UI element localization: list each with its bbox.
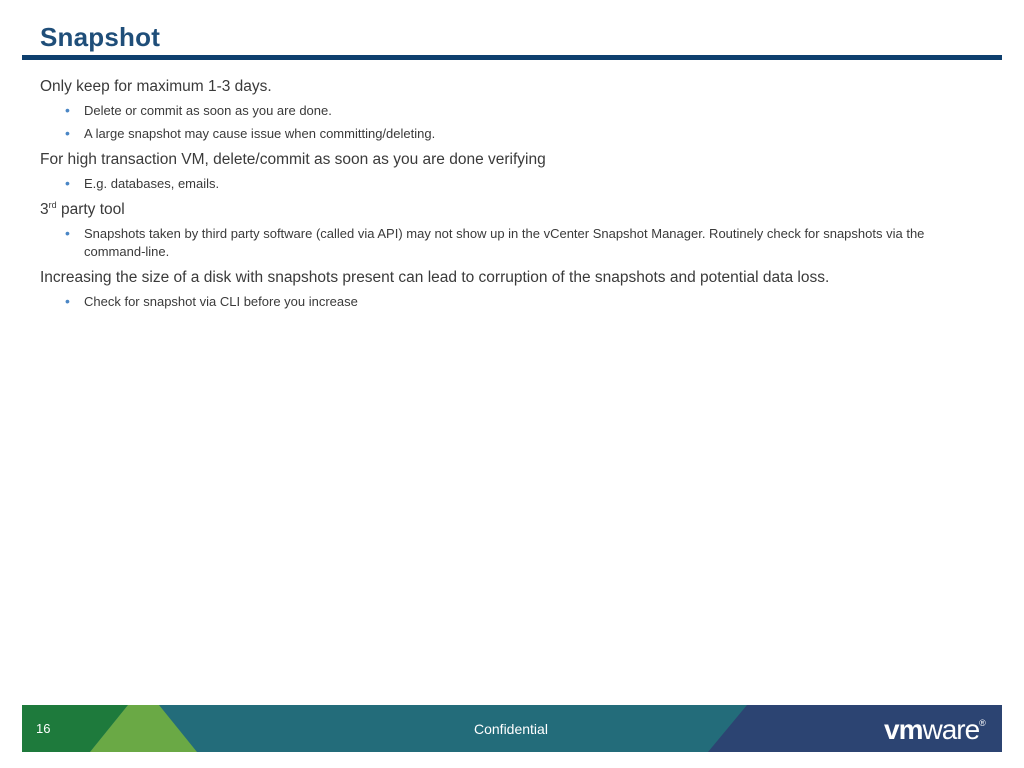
bullet-icon: • — [65, 175, 70, 191]
list-item: • Check for snapshot via CLI before you increase — [65, 293, 358, 309]
section-disk-size — [40, 267, 970, 311]
bullet-icon: • — [65, 125, 70, 141]
bullet-list — [40, 102, 970, 143]
section-heading: 3rd party tool — [40, 199, 125, 218]
section-heading: For high transaction VM, delete/commit as soon as you are done verifying — [40, 151, 546, 168]
bullet-icon: • — [65, 102, 70, 118]
bullet-list — [40, 293, 970, 311]
bullet-icon: • — [65, 225, 70, 241]
section-retention — [40, 76, 970, 143]
section-third-party — [40, 199, 970, 261]
vmware-logo: vmware® — [884, 714, 985, 745]
list-item: • Snapshots taken by third party software (called via API) may not show up in the vCenter Snapshot Manager. Routinely check for snapshots via the command-line. — [65, 225, 925, 259]
bullet-list — [40, 225, 970, 261]
section-high-transaction — [40, 149, 970, 193]
page-number: 16 — [36, 721, 51, 736]
bullet-list — [40, 175, 970, 193]
section-heading: Only keep for maximum 1-3 days. — [40, 78, 272, 95]
title-divider — [22, 55, 1002, 60]
list-item: • Delete or commit as soon as you are done. — [65, 102, 332, 118]
confidential-label: Confidential — [474, 721, 548, 737]
section-heading: Increasing the size of a disk with snapshots present can lead to corruption of the snapshots and potential data loss. — [40, 269, 830, 286]
bullet-icon: • — [65, 293, 70, 309]
slide-content — [40, 76, 970, 317]
footer-bar — [22, 705, 1002, 752]
list-item: • A large snapshot may cause issue when committing/deleting. — [65, 125, 436, 141]
list-item: • E.g. databases, emails. — [65, 175, 220, 191]
slide-title: Snapshot — [40, 22, 161, 52]
